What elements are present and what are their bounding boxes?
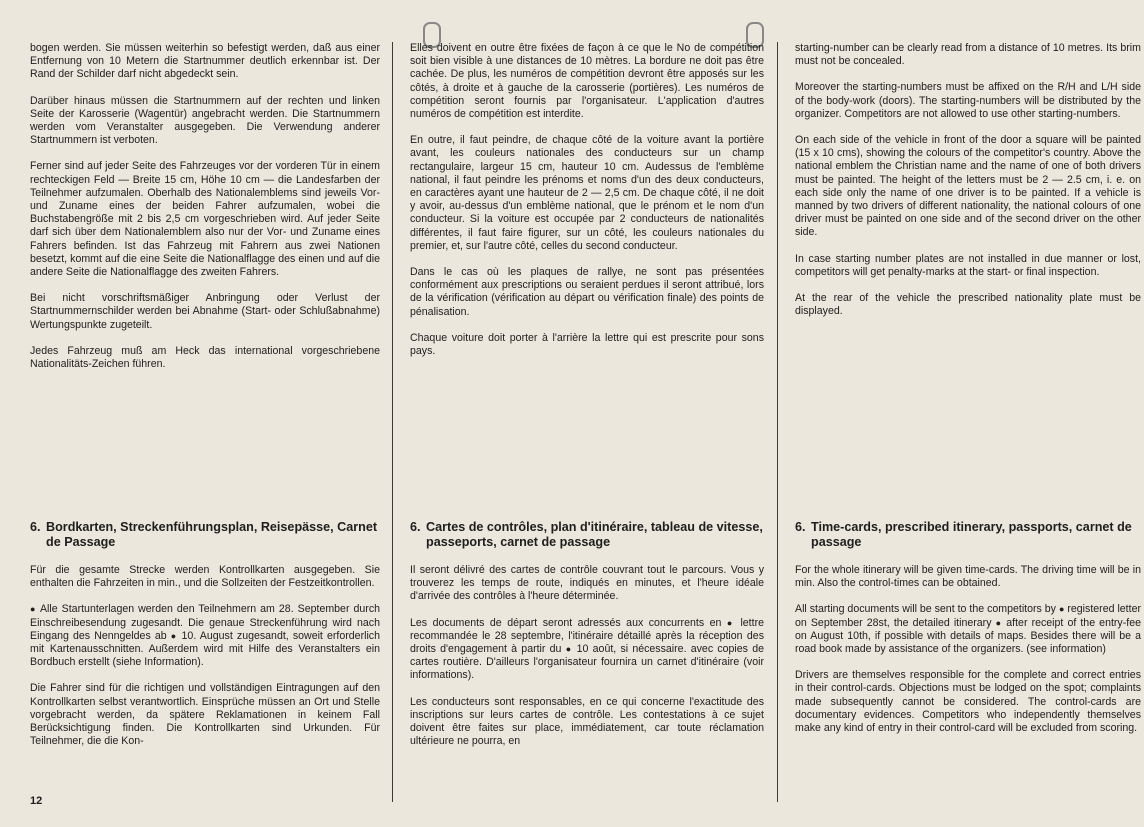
fr-section-paragraph-2b: lettre recommandée le 28 septembre, l'itinéraire détaillé après la réception des droits d'engagement à partir du <box>410 616 764 656</box>
en-section-number: 6. <box>795 520 806 534</box>
fr-section-number: 6. <box>410 520 421 534</box>
fr-section-paragraph-2 <box>410 617 764 683</box>
fr-section-paragraph-2a: Les documents de départ seront adressés aux concurrents en <box>410 616 722 629</box>
en-section-paragraph-3: Drivers are themselves responsible for the complete and correct entries in their control-cards. Objections must be lodged on the spot; complaints made subsequently cannot be considered. The control-cards are documentary evidences. Competitors who independently themselves make any kind of entry in their control-card will be excluded from scoring. <box>795 669 1141 735</box>
page-number: 12 <box>30 795 43 807</box>
fr-paragraph-2: En outre, il faut peindre, de chaque côté de la voiture avant la portière avant, les couleurs nationales des conducteurs sur un champ rectangulaire, largeur 15 cm, hauteur 10 cm. Audessus de l'emblème national, il faut peindre les prénoms et noms d'un des deux conducteurs, en caractères ayant une hauteur de 2 — 2,5 cm. De chaque côté, il ne doit y avoir, au-dessus d'un emblème national, que le prénom et le nom d'un conducteur. Si la voiture est occupée par 2 conducteurs de nationalités différentes, il faut faire figurer, sur un côté, les couleurs nationales du premier, et, sur l'autre côté, celles du second conducteur. <box>410 134 764 252</box>
bullet-icon: ● <box>170 630 178 641</box>
de-section-heading <box>30 520 380 550</box>
en-section-heading <box>795 520 1141 550</box>
en-section-paragraph-2a: All starting documents will be sent to the competitors by <box>795 603 1056 616</box>
fr-section-paragraph-2c: 10 août, si nécessaire. avec copies de cartes routière. D'ailleurs l'organisateur fournira un carnet d'itinéraire (voir informations). <box>410 643 764 682</box>
en-paragraph-2: Moreover the starting-numbers must be affixed on the R/H and L/H side of the body-work (doors). The starting-numbers will be distributed by the organizer. Competitors are not allowed to use other starting-numbers. <box>795 81 1141 120</box>
bullet-icon: ● <box>565 644 573 655</box>
en-section-paragraph-1: For the whole itinerary will be given time-cards. The driving time will be in min. Also the control-times can be obtained. <box>795 564 1141 590</box>
en-paragraph-5: At the rear of the vehicle the prescribed nationality plate must be displayed. <box>795 292 1141 318</box>
column-divider-right <box>777 42 778 802</box>
bullet-icon: ● <box>726 617 735 628</box>
de-paragraph-4: Bei nicht vorschriftsmäßiger Anbringung oder Verlust der Startnummernschilder werden bei Abnahme (Start- oder Schlußabnahme) Wertungspunkte zugeteilt. <box>30 292 380 331</box>
bullet-icon: ● <box>1058 604 1065 615</box>
fr-section-title: Cartes de contrôles, plan d'itinéraire, tableau de vitesse, passeports, carnet de passage <box>426 520 763 549</box>
de-section-number: 6. <box>30 520 41 534</box>
de-paragraph-5: Jedes Fahrzeug muß am Heck das international vorgeschriebene Nationalitäts-Zeichen führen. <box>30 344 380 371</box>
de-section-title: Bordkarten, Streckenführungsplan, Reisepässe, Carnet de Passage <box>46 520 378 549</box>
de-paragraph-2: Darüber hinaus müssen die Startnummern auf der rechten und linken Seite der Karosserie (Wagentür) angebracht werden. Die Startnummern werden vom Veranstalter ausgegeben. Die Verwendung anderer Startnummern ist verboten. <box>30 94 380 147</box>
bullet-icon: ● <box>30 604 37 615</box>
de-section-paragraph-2 <box>30 603 380 669</box>
bullet-icon: ● <box>995 617 1003 628</box>
en-section-paragraph-2 <box>795 603 1141 656</box>
column-divider-left <box>392 42 393 802</box>
fr-paragraph-3: Dans le cas où les plaques de rallye, ne sont pas présentées conformément aux prescriptions ou seraient perdues il seront attribué, lors de la vérification (vérification au départ ou vérification finale) des points de pénalisation. <box>410 266 764 318</box>
english-section-6 <box>795 520 1141 748</box>
french-section-6 <box>410 520 764 761</box>
de-paragraph-1: bogen werden. Sie müssen weiterhin so befestigt werden, daß aus einer Entfernung von 10 Metern die Startnummer deutlich erkennbar ist. Der Rand der Schilder darf nicht abgedeckt sein. <box>30 42 380 81</box>
fr-paragraph-1: Elles doivent en outre être fixées de façon à ce que le No de compétition soit bien visible à une distances de 10 mètres. La bordure ne doit pas être cachée. De plus, les numéros de compétition devront être apposés sur les côtés, à droite et à gauche de la carosserie (portières). Les numéros de compétition seront fournis par l'organisateur. L'application d'autres numéros de compétition est interdite. <box>410 42 764 121</box>
en-section-paragraph-2b: registered letter on September 28st, the detailed itinerary <box>795 603 1141 629</box>
fr-section-heading <box>410 520 764 550</box>
en-section-paragraph-2c: after receipt of the entry-fee on August 10th, if possible with details of maps. Besides there will be a road book made by assistance of the organizers. (see information) <box>795 616 1141 656</box>
english-column <box>795 42 1141 331</box>
en-paragraph-4: In case starting number plates are not installed in due manner or lost, competitors will get penalty-marks at the start- or final inspection. <box>795 252 1141 278</box>
german-column <box>30 42 380 384</box>
en-paragraph-1: starting-number can be clearly read from a distance of 10 metres. Its brim must not be concealed. <box>795 42 1141 68</box>
french-column <box>410 42 764 371</box>
german-section-6 <box>30 520 380 761</box>
de-section-paragraph-3: Die Fahrer sind für die richtigen und vollständigen Eintragungen auf den Kontrollkarten selbst verantwortlich. Einsprüche müssen an Ort und Stelle vorgebracht werden, da spätere Reklamationen in keinem Fall Berücksichtigung finden. Die Kontrollkarten sind Urkunden. Für Teilnehmer, die die Kon- <box>30 682 380 748</box>
en-paragraph-3: On each side of the vehicle in front of the door a square will be painted (15 x 10 cms), showing the colours of the competitor's country. Above the national emblem the Christian name and the name of one of both drivers must be painted. The height of the letters must be 2 — 2.5 cm, i. e. on each side only the name of one driver is to be painted. If a vehicle is manned by two drivers of different nationality, the national colours of one driver must be painted on one side and of the second driver on the other side. <box>795 134 1141 239</box>
de-section-paragraph-2b: 10. August zugesandt, soweit erforderlich mit Kartenausschnitten. Außerdem wird mit Hilfe des Veranstalters ein Bordbuch erstellt (siehe Information). <box>30 629 380 669</box>
fr-section-paragraph-1: Il seront délivré des cartes de contrôle couvrant tout le parcours. Vous y trouverez les temps de route, indiqués en minutes, et l'heure idéale d'arrivée des contrôles à l'heure déterminée. <box>410 564 764 603</box>
de-paragraph-3: Ferner sind auf jeder Seite des Fahrzeuges vor der vorderen Tür in einem rechteckigen Feld — Breite 15 cm, Höhe 10 cm — die Landesfarben der Teilnehmer aufzumalen. Oberhalb des Nationalemblems sind jeweils Vor- und Zuname eines der beiden Fahrer aufzumalen, wobei die Buchstabengröße mit 2 bis 2,5 cm vorgeschrieben wird. Auf jeder Seite darf sich über dem Nationalemblem also nur der Vor- und Zuname eines Fahrers befinden. Ist das Fahrzeug mit Fahrern aus zwei Nationen besetzt, kommt auf die eine Seite die Nationalflagge des einen und auf die andere Seite die Nationalflagge des zweiten Fahrers. <box>30 160 380 279</box>
fr-section-paragraph-3: Les conducteurs sont responsables, en ce qui concerne l'exactitude des inscriptions sur leurs cartes de contrôle. Les contestations à ce sujet doivent être faites sur place, immédiatement, car toute réclamation ultérieure ne pourra, en <box>410 695 764 748</box>
fr-paragraph-4: Chaque voiture doit porter à l'arrière la lettre qui est prescrite pour sons pays. <box>410 331 764 358</box>
de-section-paragraph-2a: Alle Startunterlagen werden den Teilnehmern am 28. September durch Einschreibesendung zugesandt. Die genaue Streckenführung wird nach Eingang des Nenngeldes ab <box>30 603 381 642</box>
de-section-paragraph-1: Für die gesamte Strecke werden Kontrollkarten ausgegeben. Sie enthalten die Fahrzeiten in min., und die Sollzeiten der Festzeitkontrollen. <box>30 564 380 590</box>
en-section-title: Time-cards, prescribed itinerary, passports, carnet de passage <box>811 520 1132 549</box>
